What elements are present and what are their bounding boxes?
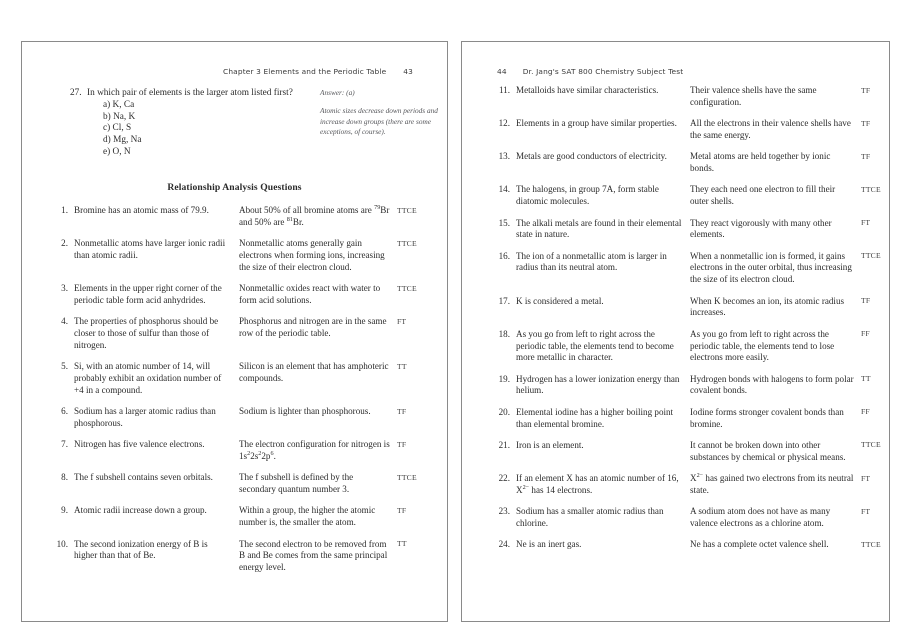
item-answer-code: TT [397, 361, 407, 371]
option-e[interactable]: e) O, N [103, 147, 131, 158]
superscript-ion-charge: 2− [696, 471, 704, 479]
item-number: 7. [61, 439, 68, 450]
option-c[interactable]: c) Cl, S [103, 123, 132, 134]
item-statement-2: When a nonmetallic ion is formed, it gains electrons in the outer orbital, thus increasing the size of its electron cloud. [690, 250, 852, 285]
item-number: 9. [61, 505, 68, 516]
section-title: Relationship Analysis Questions [167, 182, 302, 193]
item-number: 20. [498, 406, 510, 417]
item-number: 10. [56, 538, 68, 549]
question-text: In which pair of elements is the larger atom listed first? [87, 88, 293, 98]
list-item [488, 151, 879, 175]
item-answer-code: FT [861, 473, 871, 483]
item-answer-code: TT [397, 539, 407, 549]
item-number: 13. [498, 151, 510, 162]
item-answer-code: TTCE [397, 238, 417, 248]
option-a[interactable]: a) K, Ca [103, 99, 135, 110]
item-answer-code: TF [861, 85, 871, 95]
stmt2-part: About 50% of all bromine atoms are [239, 205, 375, 215]
stmt2-part: . [273, 451, 276, 461]
item-answer-code: FT [861, 506, 871, 516]
item-number: 24. [498, 539, 510, 550]
page-right [461, 41, 890, 622]
item-statement-1: Atomic radii increase down a group. [74, 505, 207, 516]
answer-options [70, 100, 302, 159]
item-number: 8. [61, 472, 68, 483]
item-answer-code: TTCE [397, 205, 417, 215]
item-number: 1. [61, 205, 68, 215]
answer-sidebar [320, 88, 438, 159]
item-number: 5. [61, 361, 68, 372]
list-item [46, 316, 435, 351]
list-item [488, 329, 879, 364]
list-item [488, 374, 879, 398]
item-answer-code: TF [397, 505, 407, 515]
item-statement-1: As you go from left to right across the periodic table, the elements tend to become more metallic in character. [516, 328, 674, 363]
item-statement-1: Sodium has a smaller atomic radius than chlorine. [516, 506, 664, 528]
list-item [46, 205, 435, 229]
list-item [488, 184, 879, 208]
item-number: 19. [498, 373, 510, 384]
item-statement-2: The f subshell is defined by the secondary quantum number 3. [239, 472, 354, 495]
item-number: 22. [498, 473, 510, 483]
superscript-mass-number: 79 [374, 203, 381, 211]
option-d[interactable]: d) Mg, Na [103, 135, 142, 146]
item-number: 6. [61, 406, 68, 417]
list-item [46, 361, 435, 396]
list-item [46, 439, 435, 463]
item-number: 4. [61, 316, 68, 327]
stmt2-part: X [690, 473, 697, 483]
item-statement-1: Metalloids have similar characteristics. [516, 85, 659, 95]
superscript-electron-count: 2 [247, 449, 251, 457]
item-number: 3. [61, 283, 68, 294]
item-number: 17. [498, 295, 510, 306]
item-answer-code: TF [861, 118, 871, 128]
stmt2-part: 2p [261, 451, 271, 461]
list-item [46, 238, 435, 273]
page-number-left: 43 [403, 67, 413, 76]
item-answer-code: TTCE [397, 283, 417, 293]
list-item [46, 539, 435, 574]
item-statement-1: Iron is an element. [516, 439, 584, 450]
list-item [488, 440, 879, 464]
item-answer-code: FF [861, 407, 870, 417]
stmt2-part: Br. [292, 216, 304, 227]
page-left [21, 41, 448, 622]
item-answer-code: TF [397, 439, 407, 449]
relationship-analysis-list-right [488, 85, 879, 561]
item-statement-1: Ne is an inert gas. [516, 539, 582, 550]
list-item [46, 406, 435, 430]
item-statement-1: Elements in the upper right corner of the periodic table form acid anhydrides. [74, 283, 222, 305]
item-number: 23. [498, 506, 510, 517]
item-statement-2: Sodium is lighter than phosphorous. [239, 406, 371, 417]
item-answer-code: TF [861, 151, 871, 161]
answer-explanation: Atomic sizes decrease down periods and increase down groups (there are some exceptions, of course). [320, 106, 438, 137]
list-item [488, 85, 879, 109]
item-answer-code: FF [861, 329, 870, 339]
item-statement-2: Silicon is an element that has amphoteric compounds. [239, 361, 389, 383]
list-item [488, 218, 879, 242]
item-statement-2: As you go from left to right across the periodic table, the elements tend to lose electrons more easily. [690, 328, 835, 363]
item-statement-2: It cannot be broken down into other substances by chemical or physical means. [690, 439, 846, 462]
item-statement-2: A sodium atom does not have as many valence electrons as a chlorine atom. [690, 506, 831, 528]
item-statement-2: They each need one electron to fill their outer shells. [690, 184, 836, 207]
list-item [46, 472, 435, 496]
item-statement-2: Metal atoms are held together by ionic bonds. [690, 151, 831, 174]
stmt1-part: has 14 electrons. [529, 484, 593, 495]
running-head-right [497, 67, 683, 76]
item-answer-code: TTCE [861, 539, 881, 549]
option-b[interactable]: b) Na, K [103, 111, 136, 122]
list-item [488, 506, 879, 530]
item-number: 15. [498, 217, 510, 228]
item-statement-1: Nitrogen has five valence electrons. [74, 439, 205, 450]
chapter-title: Chapter 3 Elements and the Periodic Table [223, 67, 387, 76]
superscript-electron-count: 2 [258, 449, 262, 457]
list-item [488, 296, 879, 320]
item-number: 12. [498, 118, 510, 129]
item-statement-1: Hydrogen has a lower ionization energy than helium. [516, 373, 680, 396]
item-statement-2: They react vigorously with many other elements. [690, 217, 832, 240]
item-statement-2: Within a group, the higher the atomic number is, the smaller the atom. [239, 505, 376, 528]
list-item [46, 505, 435, 529]
item-statement-1: Metals are good conductors of electricity. [516, 151, 667, 162]
item-statement-1: The halogens, in group 7A, form stable diatomic molecules. [516, 184, 659, 207]
list-item [488, 251, 879, 286]
stmt2-part: The electron configuration for nitrogen is 1s [239, 439, 390, 461]
item-statement-1: The second ionization energy of B is higher than that of Be. [74, 538, 208, 561]
item-statement-1: K is considered a metal. [516, 295, 604, 306]
list-item [488, 118, 879, 142]
question-number: 27. [70, 88, 82, 98]
item-answer-code: TF [861, 296, 871, 306]
item-answer-code: TTCE [861, 184, 881, 194]
item-statement-2: When K becomes an ion, its atomic radius increases. [690, 295, 845, 318]
list-item [488, 539, 879, 551]
running-head-left [223, 67, 413, 76]
item-answer-code: TF [397, 406, 407, 416]
page-number-right: 44 [497, 67, 507, 76]
stmt2-part: Br and 50% are [239, 205, 390, 227]
item-number: 14. [498, 184, 510, 195]
item-answer-code: TT [861, 374, 871, 384]
item-statement-2: Hydrogen bonds with halogens to form polar covalent bonds. [690, 373, 854, 396]
list-item [46, 283, 435, 307]
multiple-choice-question [70, 88, 438, 159]
item-statement-1: Elemental iodine has a higher boiling point than elemental bromine. [516, 406, 674, 429]
list-item [488, 473, 879, 497]
item-statement-2: Their valence shells have the same configuration. [690, 85, 817, 107]
item-number: 16. [498, 250, 510, 261]
item-statement-1 [516, 473, 690, 497]
item-statement-2: All the electrons in their valence shells have the same energy. [690, 118, 851, 140]
item-number: 21. [498, 439, 510, 450]
item-answer-code: TTCE [861, 440, 881, 450]
superscript-electron-count: 6 [270, 449, 274, 457]
stmt2-part: has gained two electrons from its neutral state. [690, 473, 854, 495]
item-statement-1: The properties of phosphorus should be closer to those of sulfur than those of nitrogen. [74, 316, 219, 350]
item-statement-1: The alkali metals are found in their elemental state in nature. [516, 217, 682, 240]
item-statement-2: The second electron to be removed from B and Be comes from the same principal energy level. [239, 538, 388, 573]
superscript-mass-number: 81 [286, 215, 293, 223]
item-statement-1: The f subshell contains seven orbitals. [74, 472, 213, 483]
item-statement-1: Bromine has an atomic mass of 79.9. [74, 205, 209, 215]
item-statement-2 [239, 439, 397, 463]
item-number: 18. [498, 328, 510, 339]
item-statement-1: Si, with an atomic number of 14, will probably exhibit an oxidation number of +4 in a compound. [74, 361, 222, 395]
superscript-ion-charge: 2− [522, 483, 530, 491]
item-statement-2: Nonmetallic oxides react with water to form acid solutions. [239, 283, 381, 305]
stmt2-part: 2s [250, 451, 259, 461]
relationship-analysis-list-left [46, 205, 435, 584]
list-item [488, 407, 879, 431]
item-answer-code: FT [397, 316, 407, 326]
item-statement-1: The ion of a nonmetallic atom is larger in radius than its neutral atom. [516, 250, 667, 273]
item-number: 11. [498, 85, 510, 95]
item-answer-code: TTCE [861, 251, 881, 261]
item-answer-code: FT [861, 218, 871, 227]
item-statement-2 [239, 205, 397, 229]
item-number: 2. [61, 238, 68, 249]
item-statement-2: Nonmetallic atoms generally gain electrons when forming ions, increasing the size of their electron cloud. [239, 238, 385, 272]
item-answer-code: TTCE [397, 472, 417, 482]
stmt1-part: If an element X has an atomic number of 16, X [516, 473, 679, 495]
item-statement-1: Sodium has a larger atomic radius than phosphorous. [74, 406, 216, 428]
answer-label: Answer: (a) [320, 88, 355, 97]
item-statement-1: Nonmetallic atoms have larger ionic radii than atomic radii. [74, 238, 226, 260]
book-title: Dr. Jang's SAT 800 Chemistry Subject Test [522, 67, 684, 76]
item-statement-2: Iodine forms stronger covalent bonds than bromine. [690, 406, 844, 429]
item-statement-1: Elements in a group have similar properties. [516, 118, 677, 129]
item-statement-2: Ne has a complete octet valence shell. [690, 539, 829, 550]
item-statement-2 [690, 473, 861, 497]
item-statement-2: Phosphorus and nitrogen are in the same row of the periodic table. [239, 316, 387, 338]
